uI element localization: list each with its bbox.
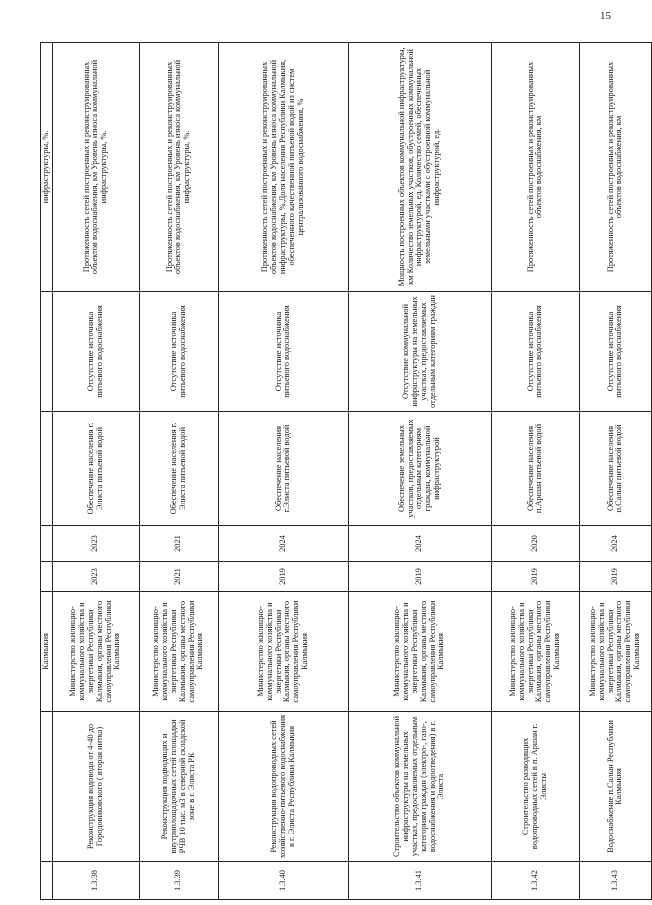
cell-end: 2020: [491, 526, 579, 562]
table-row: [52, 43, 139, 900]
table-row: [218, 43, 348, 900]
cell-consequence: Отсутствие источника питьевого водоснабжения: [52, 292, 139, 412]
cell-name: Реконструкция водопроводных сетей хозяйственно-питьевого водоснабжения в г. Элиста Республики Калмыкия: [218, 712, 348, 862]
cell-end: 2024: [579, 526, 651, 562]
cell-result: Обеспечение населения г. Элиста питьевой водой: [52, 412, 139, 526]
cell-start: 2019: [348, 562, 491, 592]
cell-consequence: Отсутствие коммунальной инфраструктуры на земельных участках, предоставляемых отдельным категориям граждан: [348, 292, 491, 412]
cell-consequence: Отсутствие источника питьевого водоснабжения: [491, 292, 579, 412]
cell-name: Водоснабжение п.Салын Республики Калмыкия: [579, 712, 651, 862]
cell-num: 1.3.38: [52, 862, 139, 900]
cell-end: 2024: [218, 526, 348, 562]
cell-result: Обеспечение населения г. Элиста питьевой водой: [139, 412, 218, 526]
cell-num: [41, 862, 53, 900]
cell-num: 1.3.39: [139, 862, 218, 900]
cell-consequence: [41, 292, 53, 412]
cell-num: 1.3.43: [579, 862, 651, 900]
table-row: [139, 43, 218, 900]
cell-indicators: Протяженность сетей построенных и реконструированных объектов водоснабжения, км Уровень износа коммунальной инфраструктуры, %.: [139, 43, 218, 292]
cell-executor: Министерство жилищно-коммунального хозяйства и энергетики Республики Калмыкия, органы местного самоуправления Республики Калмыкия: [348, 592, 491, 712]
cell-indicators: Протяженность сетей построенных и реконструированных объектов водоснабжения, км: [491, 43, 579, 292]
cell-name: Реконструкция водовода от 4-40 до Городовиковского ( вторая нитка): [52, 712, 139, 862]
cell-result: [41, 412, 53, 526]
cell-name: Строительство разводящих водопроводных сетей в п. Аршан г. Элисты: [491, 712, 579, 862]
cell-result: Обеспечение земельных участков, предоставляемых отдельным категориям граждан, коммунальной инфраструктурой: [348, 412, 491, 526]
cell-end: [41, 526, 53, 562]
cell-consequence: Отсутствие источника питьевого водоснабжения: [579, 292, 651, 412]
cell-end: 2021: [139, 526, 218, 562]
page-number: 15: [600, 10, 611, 22]
cell-executor: Министерство жилищно-коммунального хозяйства и энергетики Республики Калмыкия, органы местного самоуправления Республики Калмыкия: [491, 592, 579, 712]
cell-name: Строительство объектов коммунальной инфраструктуры на земельных участках, предоставляемых отдельным категориям граждан (электро-, газо-, водоснабжения и водоотведения) в г. Элиста: [348, 712, 491, 862]
cell-start: 2019: [491, 562, 579, 592]
table-row: [348, 43, 491, 900]
cell-indicators: Протяженность сетей построенных и реконструированных объектов водоснабжения, км Уровень износа коммунальной инфраструктуры, %.: [52, 43, 139, 292]
cell-executor: Министерство жилищно-коммунального хозяйства и энергетики Республики Калмыкия, органы местного самоуправления Республики Калмыкия: [52, 592, 139, 712]
cell-num: 1.3.40: [218, 862, 348, 900]
measures-table: [40, 42, 652, 900]
cell-name: [41, 712, 53, 862]
header-row: [41, 43, 53, 900]
cell-result: Обеспечение населения п.Салын питьевой водой: [579, 412, 651, 526]
cell-indicators: Мощность построенных объектов коммунальной инфраструктуры, км Количество земельных участков, обустроенных коммунальной инфраструктурой, ед. Количество семей, обеспеченных земельными участками с обустроенной коммунальной инфраструктурой, ед.: [348, 43, 491, 292]
cell-consequence: Отсутствие источника питьевого водоснабжения: [218, 292, 348, 412]
cell-end: 2024: [348, 526, 491, 562]
cell-num: 1.3.41: [348, 862, 491, 900]
cell-executor: Министерство жилищно-коммунального хозяйства и энергетики Республики Калмыкия, органы местного самоуправления Республики Калмыкия: [579, 592, 651, 712]
table-row: [579, 43, 651, 900]
cell-executor: Министерство жилищно-коммунального хозяйства и энергетики Республики Калмыкия, органы местного самоуправления Республики Калмыкия: [139, 592, 218, 712]
cell-consequence: Отсутствие источника питьевого водоснабжения: [139, 292, 218, 412]
cell-start: [41, 562, 53, 592]
cell-indicators: инфраструктуры, %.: [41, 43, 53, 292]
cell-executor: Министерство жилищно-коммунального хозяйства и энергетики Республики Калмыкия, органы местного самоуправления Республики Калмыкия: [218, 592, 348, 712]
cell-indicators: Протяженность сетей построенных и реконструированных объектов водоснабжения, км Уровень износа коммунальной инфраструктуры, %.Доля населения Республики Калмыкия, обеспеченного качественной питьевой водой из систем централизованного водоснабжения, %: [218, 43, 348, 292]
cell-start: 2019: [218, 562, 348, 592]
cell-num: 1.3.42: [491, 862, 579, 900]
cell-start: 2019: [579, 562, 651, 592]
cell-result: Обеспечение населения г.Элиста питьевой водой: [218, 412, 348, 526]
cell-name: Реконструкция подводящих и внутриплощадочных сетей площадки РЧВ 10 тыс. м3 в северной складской зоне в г. Элиста РК: [139, 712, 218, 862]
cell-indicators: Протяженность сетей построенных и реконструированных объектов водоснабжения, км: [579, 43, 651, 292]
cell-end: 2023: [52, 526, 139, 562]
table-row: [491, 43, 579, 900]
cell-start: 2023: [52, 562, 139, 592]
cell-result: Обеспечение населения п.Аршан питьевой водой: [491, 412, 579, 526]
cell-start: 2021: [139, 562, 218, 592]
cell-executor: Калмыкия: [41, 592, 53, 712]
